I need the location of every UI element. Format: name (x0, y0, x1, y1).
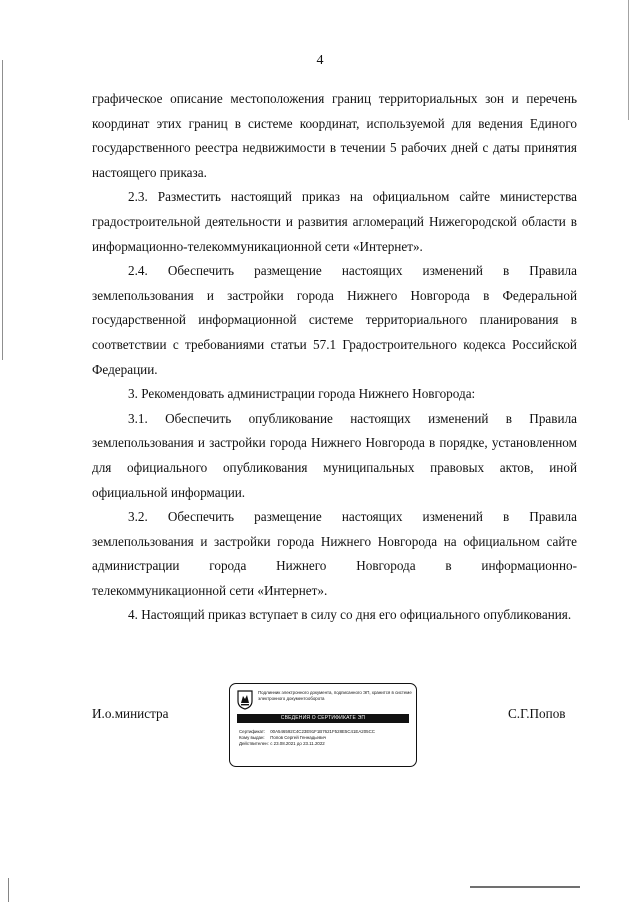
validity-value: с 23.08.2021 до 23.11.2022 (270, 741, 325, 747)
validity-row (239, 741, 411, 747)
paragraph-2-3: 2.3. Разместить настоящий приказ на официальном сайте министерства градостроительной деятельности и развития агломераций Нижегородской области в информационно-телекоммуникационной сети «Интернет». (92, 189, 577, 254)
certificate-label: Сертификат: (239, 729, 266, 734)
paragraph-3: 3. Рекомендовать администрации города Нижнего Новгорода: (128, 386, 476, 402)
electronic-signature-stamp (229, 683, 417, 767)
scan-edge-mark-right (628, 0, 629, 120)
owner-value: Попов Сергей Геннадьевич (270, 735, 327, 741)
stamp-details (239, 729, 411, 748)
signatory-name: С.Г.Попов (508, 706, 566, 721)
certificate-value: 00A546592C4C23E91F1B7621F528E5C41EA205CC (270, 729, 375, 734)
paragraph-3-1: 3.1. Обеспечить опубликование настоящих изменений в Правила землепользования и застройки города Нижнего Новгорода в порядке, установленном для официального опубликования муниципальных правовых актов, иной официальной информации. (92, 410, 577, 500)
paragraph-continuation: графическое описание местоположения границ территориальных зон и перечень координат этих границ в системе координат, используемой для ведения Единого государственного реестра недвижимости в течении 5 рабочих дней с даты принятия настоящего приказа. (92, 91, 577, 180)
paragraph-3-2: 3.2. Обеспечить размещение настоящих изменений в Правила землепользования и застройки города Нижнего Новгорода на официальном сайте администрации города Нижнего Новгорода в информационно-телекоммуникационной сети «Интернет». (92, 509, 577, 598)
validity-label: Действителен: (239, 741, 269, 747)
scan-edge-mark-left (2, 60, 3, 360)
document-body (92, 87, 577, 628)
paragraph-4: 4. Настоящий приказ вступает в силу со дня его официального опубликования. (128, 607, 572, 623)
page-number: 4 (316, 53, 324, 68)
signatory-position: И.о.министра (92, 706, 169, 721)
paragraph-2-4: 2.4. Обеспечить размещение настоящих изменений в Правила землепользования и застройки города Нижнего Новгорода в Федеральной государственной информационной системе территориального планирования в соответствии с требованиями статьи 57.1 Градостроительного кодекса Российской Федерации. (92, 263, 577, 377)
stamp-title: СВЕДЕНИЯ О СЕРТИФИКАТЕ ЭП (237, 714, 409, 723)
owner-label: Кому выдан: (239, 735, 265, 741)
coat-of-arms-icon (237, 690, 253, 710)
scan-bottom-line (470, 886, 580, 888)
stamp-note: Подлинник электронного документа, подписанного ЭП, хранится в системе электронного документооборота (258, 690, 412, 701)
scan-bottom-tick (8, 878, 9, 902)
